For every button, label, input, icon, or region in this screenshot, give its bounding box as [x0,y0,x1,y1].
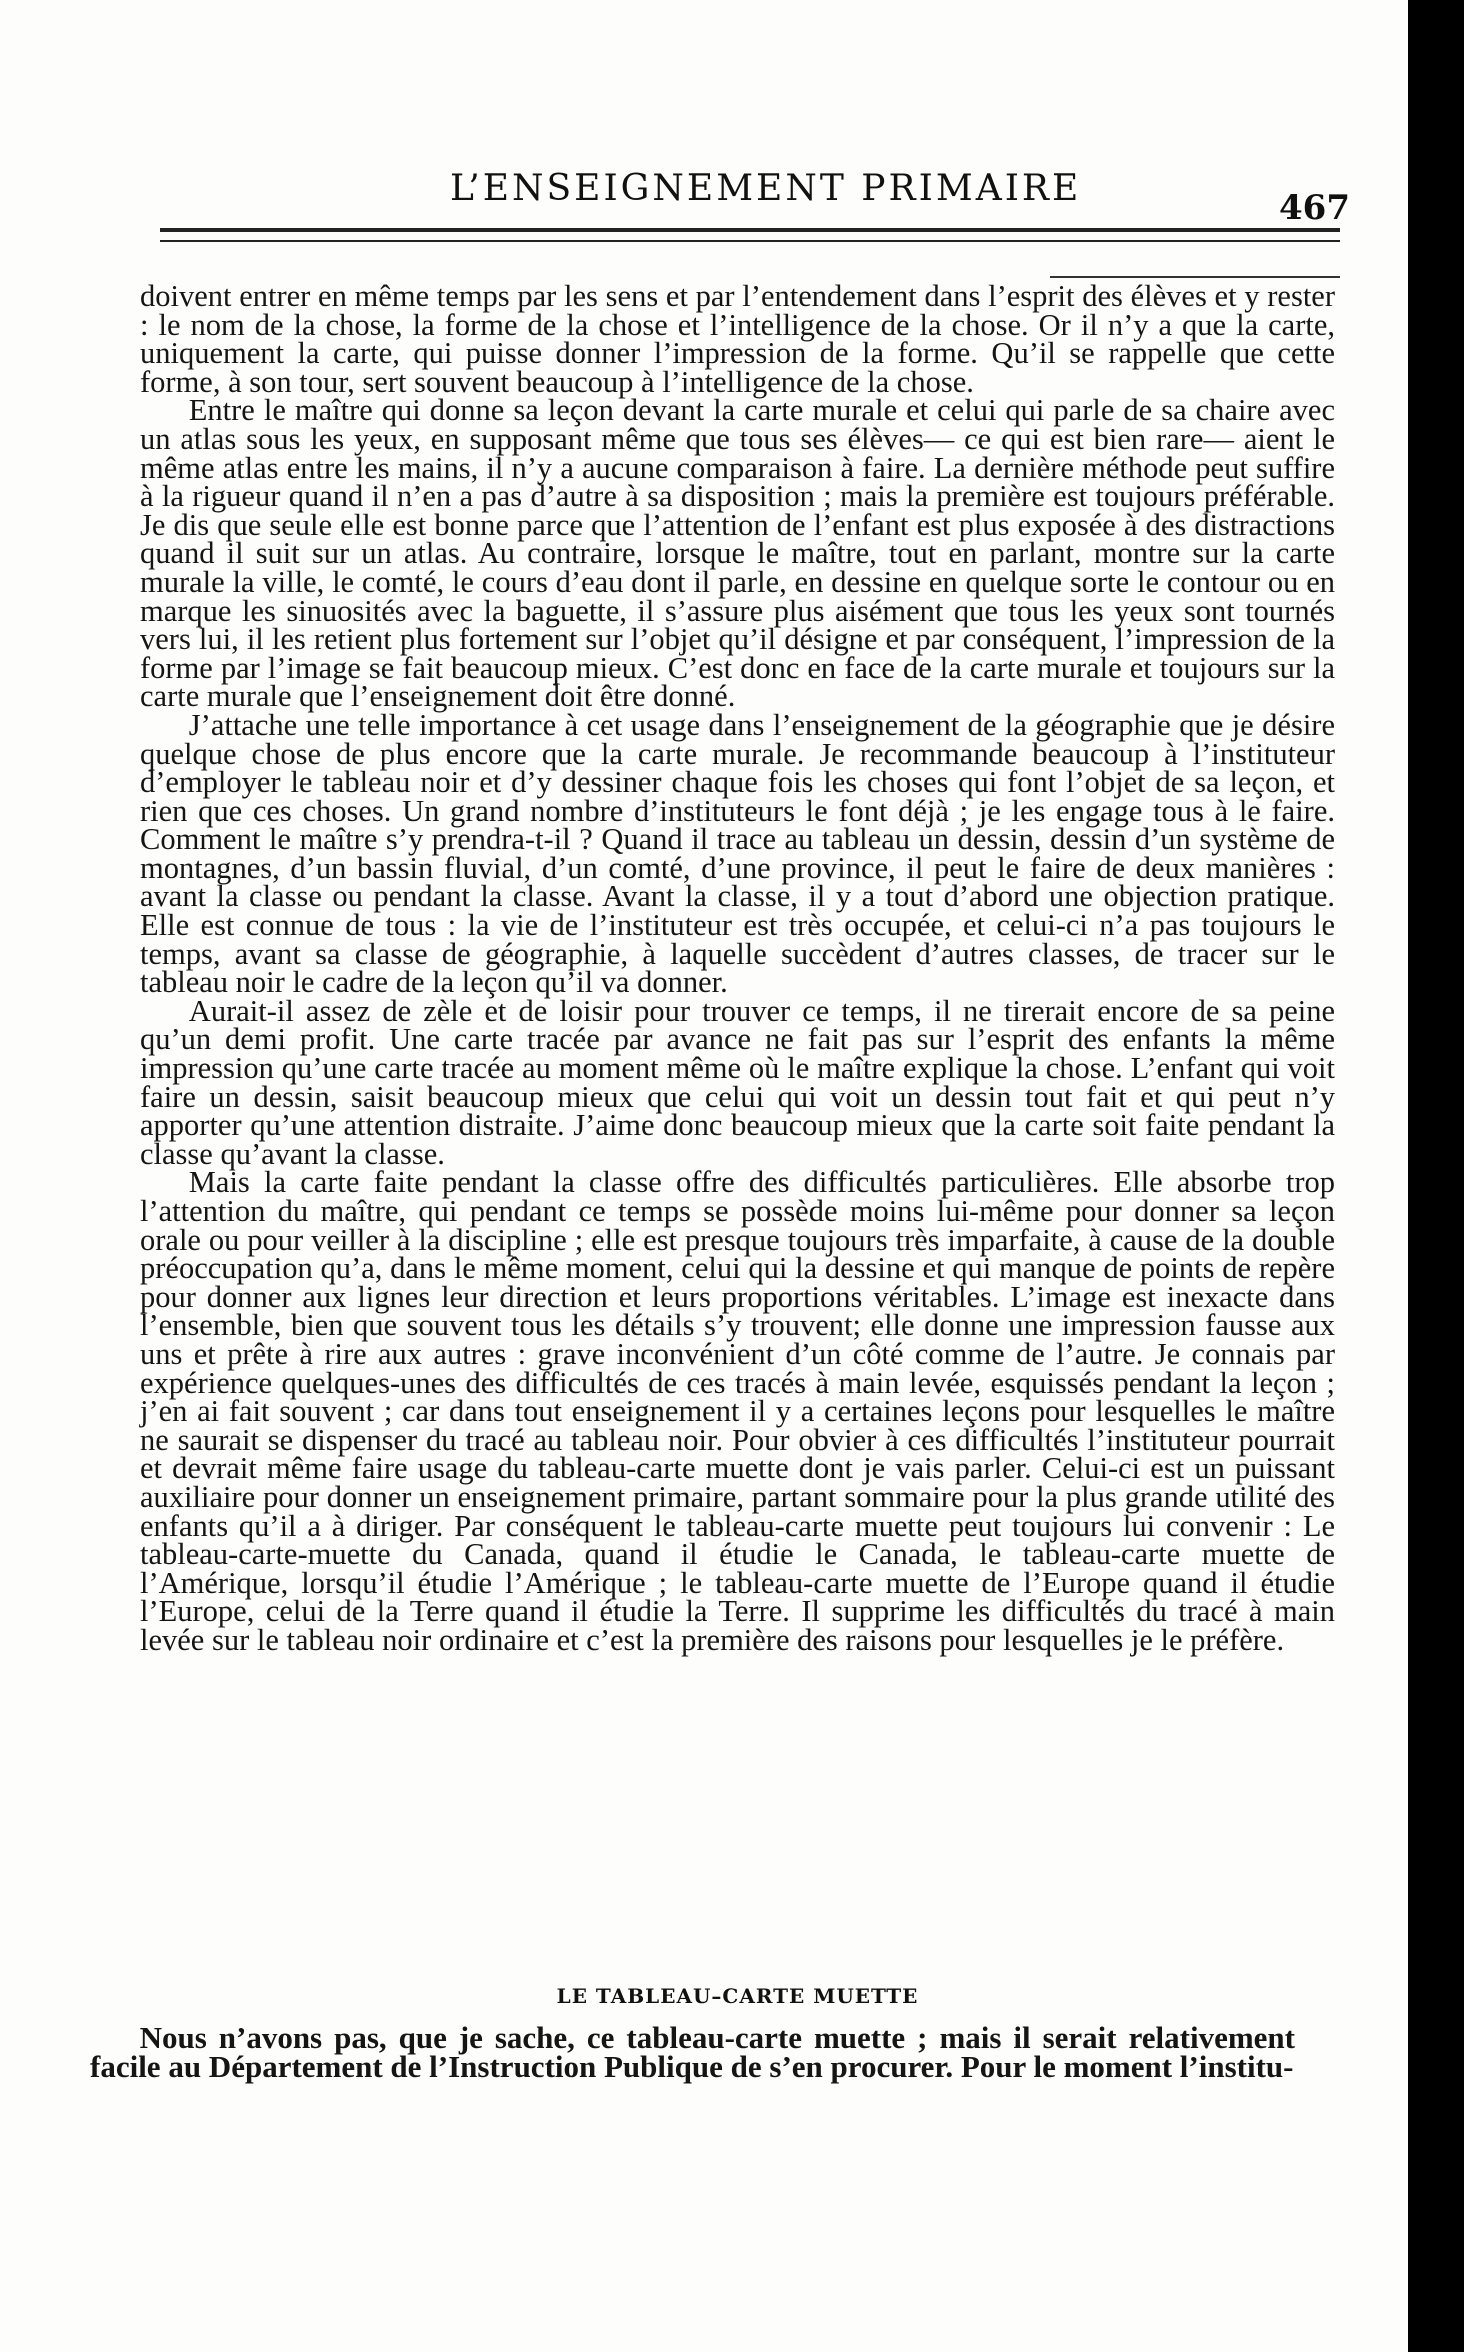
header-rule-thick [160,228,1340,232]
paragraph: doivent entrer en même temps par les sens et par l’entendement dans l’esprit des élèves et y rester : le nom de la chose, la forme de la chose et l’intelligence de la chose. Or il n’y a que la carte, uniquement la carte, qui puisse donner l’impression de la forme. Qu’il se rappelle que cette forme, à son tour, sert souvent beaucoup à l’intelligence de la chose. [140,279,1335,399]
paragraph: Nous n’avons pas, que je sache, ce tableau-carte muette ; mais il serait relativement facile au Département de l’Instruction Publique de s’en procurer. Pour le moment l’institu- [90,2020,1295,2084]
page-header [160,160,1350,228]
running-title: L’ENSEIGNEMENT PRIMAIRE [450,168,1082,209]
section-heading: LE TABLEAU–CARTE MUETTE [556,1984,919,2008]
header-rule-hair [1050,276,1340,278]
section-body-text [90,2020,1295,2084]
paragraph: Aurait-il assez de zèle et de loisir pour trouver ce temps, il ne tirerait encore de sa peine qu’un demi profit. Une carte tracée par avance ne fait pas sur l’esprit des enfants la même impression qu’une carte tracée au moment même où le maître explique la chose. L’enfant qui voit faire un dessin, saisit beaucoup mieux que celui qui voit un dessin tout fait et qui peut n’y apporter qu’une attention distraite. J’aime donc beaucoup mieux que la carte soit faite pendant la classe qu’avant la classe. [140,993,1335,1171]
header-rule-thin [160,240,1340,242]
paragraph: Entre le maître qui donne sa leçon devant la carte murale et celui qui parle de sa chaire avec un atlas sous les yeux, en supposant même que tous ses élèves— ce qui est bien rare— aient le même atlas entre les mains, il n’y a aucune comparaison à faire. La dernière méthode peut suffire à la rigueur quand il n’en a pas d’autre à sa disposition ; mais la première est toujours préférable. Je dis que seule elle est bonne parce que l’attention de l’enfant est plus exposée à des distractions quand il suit sur un atlas. Au contraire, lorsque le maître, tout en parlant, montre sur la carte murale la ville, le comté, le cours d’eau dont il parle, en dessine en quelque sorte le contour ou en marque les sinuosités avec la baguette, il s’assure plus aisément que tous les yeux sont tournés vers lui, il les retient plus fortement sur l’objet qu’il désigne et par conséquent, l’impression de la forme par l’image se fait beaucoup mieux. C’est donc en face de la carte murale et toujours sur la carte murale que l’enseignement doit être donné. [140,393,1335,714]
scan-border [1408,0,1464,2352]
page-number: 467 [1279,188,1350,228]
paragraph: J’attache une telle importance à cet usage dans l’enseignement de la géographie que je désire quelque chose de plus encore que la carte murale. Je recommande beaucoup à l’instituteur d’employer le tableau noir et d’y dessiner chaque fois les choses qui font l’objet de sa leçon, et rien que ces choses. Un grand nombre d’instituteurs le font déjà ; je les engage tous à le faire. Comment le maître s’y prendra-t-il ? Quand il trace au tableau un dessin, dessin d’un système de montagnes, d’un bassin fluvial, d’un comté, d’une province, il peut le faire de deux manières : avant la classe ou pendant la classe. Avant la classe, il y a tout d’abord une objection pratique. Elle est connue de tous : la vie de l’instituteur est très occupée, et celui-ci n’a pas toujours le temps, avant sa classe de géographie, à laquelle succèdent d’autres classes, de tracer sur le tableau noir le cadre de la leçon qu’il va donner. [140,707,1335,1000]
paragraph: Mais la carte faite pendant la classe offre des difficultés particulières. Elle absorbe trop l’attention du maître, qui pendant ce temps se possède moins lui-même pour donner sa leçon orale ou pour veiller à la discipline ; elle est presque toujours très imparfaite, à cause de la double préoccupation qu’a, dans le même moment, celui qui la dessine et qui manque de points de repère pour donner aux lignes leur direction et leurs proportions véritables. L’image est inexacte dans l’ensemble, bien que souvent tous les détails s’y trouvent; elle donne une impression fausse aux uns et prête à rire aux autres : grave inconvénient d’un côté comme de l’autre. Je connais par expérience quelques-unes des difficultés de ces tracés à main levée, esquissés pendant la leçon ; j’en ai fait souvent ; car dans tout enseignement il y a certaines leçons pour lesquelles le maître ne saurait se dispenser du tracé au tableau noir. Pour obvier à ces difficultés l’instituteur pourrait et devrait même faire usage du tableau-carte muette dont je vais parler. Celui-ci est un puissant auxiliaire pour donner un enseignement primaire, partant sommaire pour la plus grande utilité des enfants qu’il a à diriger. Par conséquent le tableau-carte muette peut toujours lui convenir : Le tableau-carte-muette du Canada, quand il étudie le Canada, le tableau-carte muette de l’Amérique, lorsqu’il étudie l’Amérique ; le tableau-carte muette de l’Europe quand il étudie l’Europe, celui de la Terre quand il étudie la Terre. Il supprime les difficultés du tracé à main levée sur le tableau noir ordinaire et c’est la première des raisons pour lesquelles je le préfère. [140,1165,1335,1657]
body-text [140,279,1335,1657]
